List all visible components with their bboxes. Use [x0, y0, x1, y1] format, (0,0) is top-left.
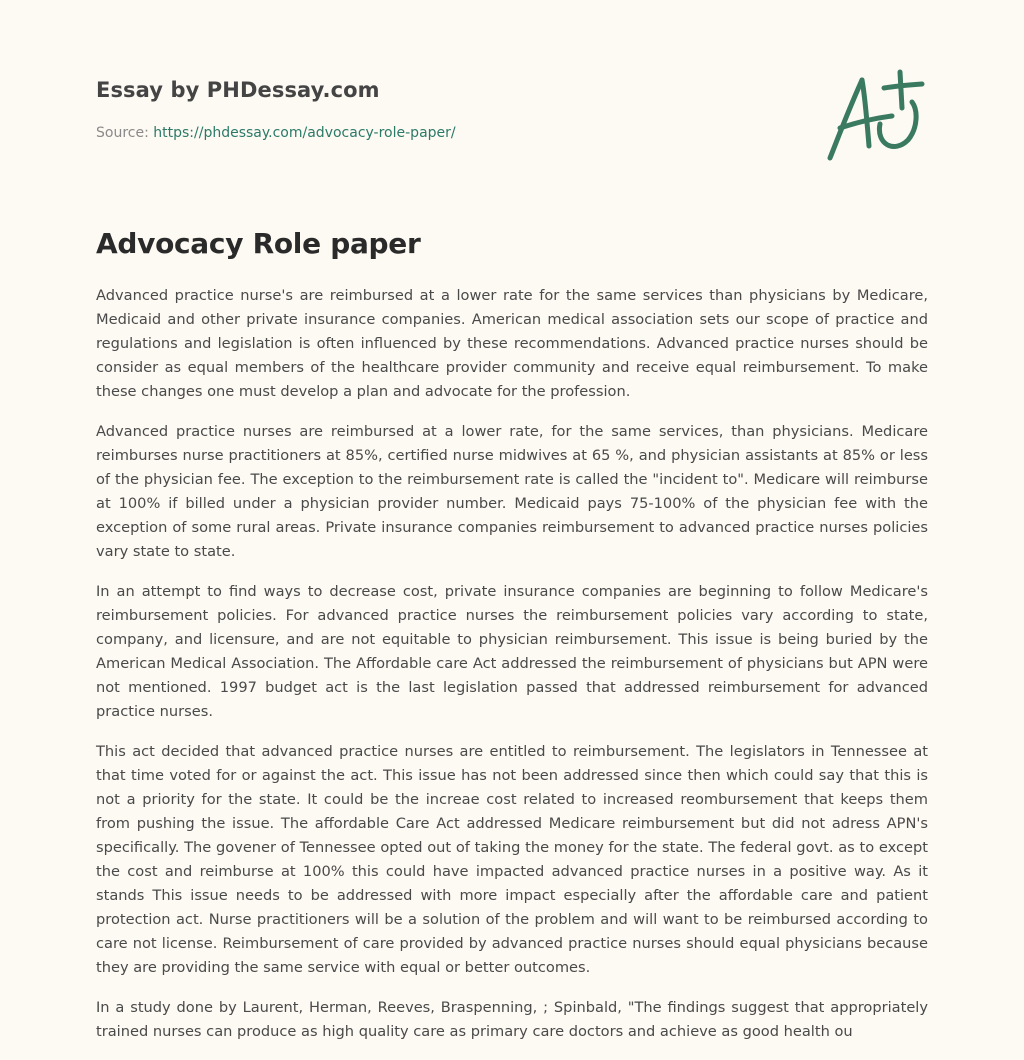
essay-paragraph: Advanced practice nurses are reimbursed at a lower rate, for the same services, than physicians. Medicare reimburses nurse practitioners at 85%, certified nurse midwives at 65 %, and physician assistants at 85% or less of the physician fee. The exception to the reimbursement rate is called the "incident to". Medicare will reimburse at 100% if billed under a physician provider number. Medicaid pays 75-100% of the physician fee with the exception of some rural areas. Private insurance companies reimbursement to advanced practice nurses policies vary state to state.: [96, 423, 928, 560]
site-brand: Essay by PHDessay.com: [96, 78, 380, 102]
source-line: [96, 124, 796, 142]
essay-title: Advocacy Role paper: [96, 227, 421, 260]
source-label: Source:: [96, 125, 149, 141]
essay-paragraph: This act decided that advanced practice nurses are entitled to reimbursement. The legislators in Tennessee at that time voted for or against the act. This issue has not been addressed since then which could say that this is not a priority for the state. It could be the increae cost related to increased reombursement that keeps them from pushing the issue. The affordable Care Act addressed Medicare reimbursement but did not adress APN's specifically. The govener of Tennessee opted out of taking the money for the state. The federal govt. as to except the cost and reimburse at 100% this could have impacted advanced practice nurses in a positive way. As it stands This issue needs to be addressed with more impact especially after the affordable care and patient protection act. Nurse practitioners will be a solution of the problem and will want to be reimbursed according to care not license. Reimbursement of care provided by advanced practice nurses should equal physicians because they are providing the same service with equal or better outcomes.: [96, 743, 928, 976]
page-header: [96, 76, 796, 142]
essay-body: [96, 284, 928, 1060]
essay-paragraph: Advanced practice nurse's are reimbursed at a lower rate for the same services than physicians by Medicare, Medicaid and other private insurance companies. American medical association sets our scope of practice and regulations and legislation is often influenced by these recommendations. Advanced practice nurses should be consider as equal members of the healthcare provider community and receive equal reimbursement. To make these changes one must develop a plan and advocate for the profession.: [96, 287, 928, 400]
a-plus-grade-icon: [818, 66, 930, 166]
essay-paragraph: In an attempt to find ways to decrease cost, private insurance companies are beginning to follow Medicare's reimbursement policies. For advanced practice nurses the reimbursement policies vary according to state, company, and licensure, and are not equitable to physician reimbursement. This issue is being buried by the American Medical Association. The Affordable care Act addressed the reimbursement of physicians but APN were not mentioned. 1997 budget act is the last legislation passed that addressed reimbursement for advanced practice nurses.: [96, 583, 928, 720]
source-link[interactable]: https://phdessay.com/advocacy-role-paper/: [153, 125, 456, 141]
essay-paragraph: In a study done by Laurent, Herman, Reeves, Braspenning, ; Spinbald, "The findings suggest that appropriately trained nurses can produce as high quality care as primary care doctors and achieve as good health ou: [96, 999, 928, 1040]
